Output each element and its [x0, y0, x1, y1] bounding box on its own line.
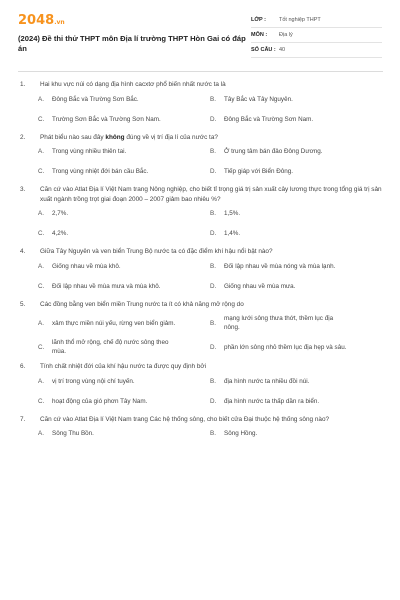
option-text: 4,2%.: [52, 230, 69, 237]
question-emphasis: không: [105, 133, 125, 141]
answer-options: [38, 209, 382, 238]
option-letter: A.: [38, 210, 44, 217]
option-text: 1,5%.: [224, 210, 241, 217]
answer-option[interactable]: [210, 262, 390, 271]
question-text: [40, 133, 382, 143]
option-text: địa hình nước ta nhiều đồi núi.: [224, 377, 310, 385]
question-text: Căn cứ vào Atlat Địa lí Việt Nam trang Nông nghiệp, cho biết tỉ trọng giá trị sản xuất cây lương thực trong tổng giá trị sản xuất ngành trồng trọt giai đoạn 2000 – 2007 giảm bao nhiêu %?: [40, 186, 382, 203]
option-letter: B.: [210, 377, 216, 385]
meta-value: Tốt nghiệp THPT: [279, 17, 321, 23]
answer-option[interactable]: [38, 147, 210, 156]
answer-option[interactable]: [210, 397, 390, 406]
question-item: [20, 185, 382, 238]
question-number: 2.: [20, 133, 26, 141]
option-text: Giống nhau về mùa mưa.: [224, 282, 296, 290]
option-text: Đối lập nhau về mùa nóng và mùa lạnh.: [224, 262, 336, 270]
question-text: Giữa Tây Nguyên và ven biển Trung Bộ nước ta có đặc điểm khí hậu nổi bật nào?: [40, 248, 273, 255]
question-number: 1.: [20, 81, 26, 88]
option-letter: C.: [38, 343, 45, 351]
header-divider: [18, 71, 383, 72]
option-text: địa hình nước ta thấp dần ra biển.: [224, 397, 320, 405]
option-letter: C.: [38, 115, 45, 123]
option-text: hoạt động của gió phơn Tây Nam.: [52, 397, 148, 405]
option-letter: D.: [210, 282, 217, 290]
meta-value: Địa lý: [279, 32, 293, 38]
answer-option[interactable]: [210, 229, 390, 238]
option-letter: D.: [210, 397, 217, 405]
option-text: Trong vùng nhiệt đới bán cầu Bắc.: [52, 168, 149, 175]
question-list: [20, 80, 382, 447]
option-letter: C.: [38, 230, 45, 237]
answer-options: [38, 314, 382, 356]
option-letter: A.: [38, 430, 44, 437]
option-letter: B.: [210, 210, 216, 217]
question-number: 4.: [20, 248, 26, 255]
meta-key: SỐ CÂU :: [251, 47, 276, 53]
option-letter: B.: [210, 148, 216, 155]
answer-option[interactable]: [38, 338, 210, 356]
option-letter: A.: [38, 319, 44, 327]
question-text-part: Phát biểu nào sau đây: [40, 133, 106, 141]
question-number: 7.: [20, 415, 26, 423]
meta-row-question-count: [251, 43, 382, 58]
option-letter: B.: [210, 95, 216, 103]
answer-option[interactable]: [38, 229, 210, 238]
answer-option[interactable]: [210, 429, 390, 438]
question-number: 3.: [20, 186, 26, 193]
answer-option[interactable]: [210, 115, 390, 124]
option-text: vị trí trong vùng nội chí tuyến.: [52, 377, 135, 385]
option-text: Đối lập nhau về mùa mưa và mùa khô.: [52, 282, 161, 290]
option-text: mạng lưới sông thưa thớt, thềm lục địa nông.: [224, 315, 334, 331]
question-text: Các đồng bằng ven biển miền Trung nước ta ít có khả năng mở rộng do: [40, 300, 244, 308]
option-letter: A.: [38, 95, 44, 103]
answer-option[interactable]: [38, 282, 210, 291]
question-text: Căn cứ vào Atlat Địa lí Việt Nam trang Các hệ thống sông, cho biết cửa Đại thuộc hệ thống sông nào?: [40, 415, 330, 423]
option-text: Sông Hồng.: [224, 430, 258, 437]
answer-options: [38, 262, 382, 291]
answer-option[interactable]: [38, 397, 210, 406]
answer-option[interactable]: [210, 314, 390, 332]
question-item: [20, 133, 382, 177]
question-number: 5.: [20, 300, 26, 308]
answer-option[interactable]: [38, 377, 210, 386]
option-letter: C.: [38, 397, 45, 405]
answer-option[interactable]: [38, 262, 210, 271]
option-letter: A.: [38, 377, 44, 385]
option-letter: C.: [38, 282, 45, 290]
option-text: 1,4%.: [224, 230, 241, 237]
option-text: Tiếp giáp với Biển Đông.: [224, 168, 294, 175]
document-title: (2024) Đề thi thử THPT môn Địa lí trường THPT Hòn Gai có đáp án: [18, 34, 246, 53]
question-number: 6.: [20, 363, 26, 370]
answer-options: [38, 429, 382, 438]
question-item: [20, 362, 382, 406]
option-text: Sông Thu Bồn.: [52, 430, 94, 437]
meta-value: 40: [279, 47, 286, 53]
option-letter: A.: [38, 262, 44, 270]
answer-option[interactable]: [210, 167, 390, 176]
meta-row-subject: [251, 28, 382, 43]
option-letter: D.: [210, 343, 217, 351]
meta-row-class: [251, 13, 382, 28]
answer-option[interactable]: [38, 429, 210, 438]
logo-text: 2048: [18, 13, 55, 28]
answer-option[interactable]: [38, 209, 210, 218]
answer-option[interactable]: [210, 209, 390, 218]
option-text: lãnh thổ mở rộng, chế độ nước sông theo mùa.: [52, 339, 169, 355]
option-letter: B.: [210, 430, 216, 437]
question-text: Tính chất nhiệt đới của khí hậu nước ta được quy định bởi: [40, 363, 207, 370]
option-text: Giống nhau về mùa khô.: [52, 262, 121, 270]
option-letter: A.: [38, 148, 44, 155]
answer-options: [38, 95, 382, 124]
option-letter: D.: [210, 168, 217, 175]
answer-options: [38, 377, 382, 406]
answer-option[interactable]: [210, 338, 390, 356]
question-item: [20, 247, 382, 291]
question-item: [20, 80, 382, 124]
answer-options: [38, 147, 382, 176]
option-text: phần lớn sông nhỏ thềm lục địa hẹp và sâu.: [224, 343, 347, 351]
answer-option[interactable]: [38, 167, 210, 176]
meta-key: LỚP :: [251, 17, 266, 23]
answer-option[interactable]: [210, 377, 390, 386]
option-letter: C.: [38, 168, 45, 175]
answer-option[interactable]: [210, 147, 390, 156]
answer-option[interactable]: [210, 95, 390, 104]
question-item: [20, 415, 382, 439]
meta-key: MÔN :: [251, 32, 268, 38]
answer-option[interactable]: [38, 115, 210, 124]
option-text: Đông Bắc và Trường Sơn Bắc.: [52, 95, 139, 103]
question-text: Hai khu vực núi có dạng địa hình cacxtơ phổ biến nhất nước ta là: [40, 81, 226, 88]
option-text: Trường Sơn Bắc và Trường Sơn Nam.: [52, 115, 161, 123]
answer-option[interactable]: [210, 282, 390, 291]
answer-option[interactable]: [38, 314, 210, 332]
option-text: Ở trung tâm bán đảo Đông Dương.: [224, 148, 323, 155]
option-letter: B.: [210, 262, 216, 270]
answer-option[interactable]: [38, 95, 210, 104]
logo-suffix: .vn: [54, 19, 65, 26]
option-text: Trong vùng nhiều thiên tai.: [52, 148, 127, 155]
option-text: Đông Bắc và Trường Sơn Nam.: [224, 115, 314, 123]
option-text: Tây Bắc và Tây Nguyên.: [224, 95, 293, 103]
question-text-part: đúng về vị trí địa lí của nước ta?: [124, 133, 218, 141]
option-letter: D.: [210, 115, 217, 123]
question-item: [20, 300, 382, 357]
option-letter: B.: [210, 319, 216, 327]
option-text: xâm thực miền núi yếu, rừng ven biển giảm.: [52, 319, 176, 327]
option-letter: D.: [210, 230, 217, 237]
option-text: 2,7%.: [52, 210, 69, 217]
exam-meta-table: [251, 13, 382, 58]
